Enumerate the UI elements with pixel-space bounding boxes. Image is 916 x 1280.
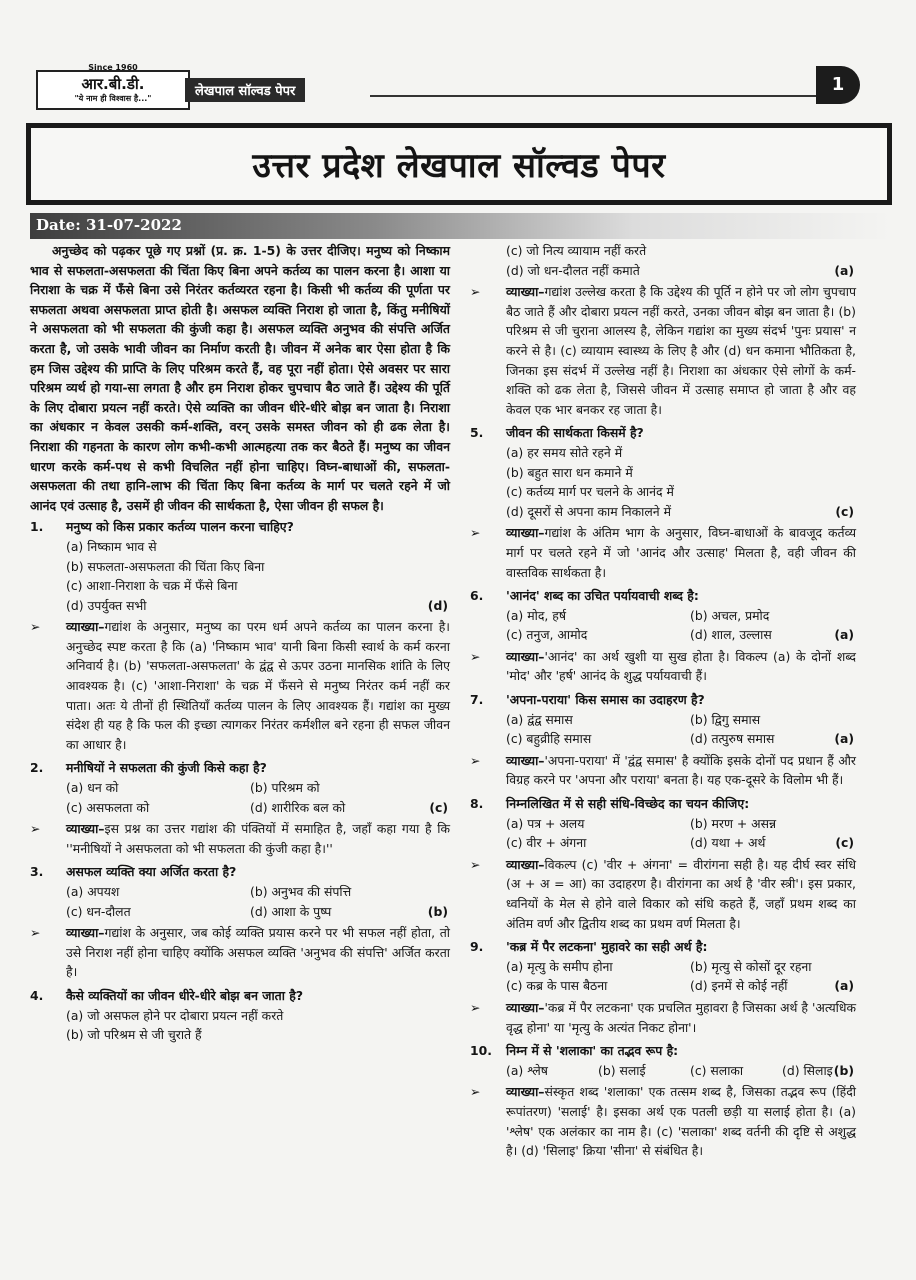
option-d: (d) आशा के पुष्प [250, 903, 332, 919]
option-b: (b) मृत्यु से कोसों दूर रहना [690, 958, 812, 974]
exam-date: Date: 31-07-2022 [36, 216, 182, 234]
option-b: (b) सलाई [598, 1062, 646, 1078]
option-row [470, 482, 856, 502]
explanation-text: 'कब्र में पैर लटकना' एक प्रचलित मुहावरा है जिसका अर्थ है 'अत्यधिक वृद्ध होना' या 'मृत्यु के अत्यंत निकट होना'। [506, 999, 856, 1035]
option-a: (a) निष्काम भाव से [66, 538, 157, 554]
option-row [30, 557, 450, 577]
explanation [470, 855, 856, 933]
explanation-label: व्याख्या– [506, 752, 545, 768]
question-text: 'कब्र में पैर लटकना' मुहावरे का सही अर्थ है: [506, 939, 708, 955]
explanation-text: गद्यांश के अंतिम भाग के अनुसार, विघ्न-बाधाओं के बावजूद कर्तव्य मार्ग पर चलते रहने में जो 'आनंद और उत्साह' मिलता है, वही जीवन की वास्तविक सार्थकता है। [506, 525, 856, 580]
option-row [30, 596, 450, 616]
option-b: (b) परिश्रम को [250, 780, 320, 796]
explanation-text: गद्यांश उल्लेख करता है कि उद्देश्य की पूर्ति न होने पर जो लोग चुपचाप बैठ जाते हैं और दोबारा प्रयत्न नहीं करते, उनका जीवन बोझ बन जाता है। (b) परिश्रम से जी चुराना आलस्य है, लेकिन गद्यांश का मुख्य संदर्भ 'पुनः प्रयास' न करने से है। (c) व्यायाम स्वास्थ्य के लिए है और (d) धन कमाना भौतिकता है, जिनका इस संदर्भ में उल्लेख नहीं है। निराशा का अंधकार ऐसे लोगों के कर्म-शक्ति को ढक लेता है, जिससे जीवन में उत्साह समाप्त हो जाता है और वह केवल एक भार बनकर रह जाता है। [506, 284, 856, 417]
explanation-label: व्याख्या– [66, 619, 105, 635]
option-c: (c) सलाका [690, 1062, 744, 1078]
logo-name: आर.बी.डी. [81, 75, 145, 93]
question-9 [470, 937, 856, 957]
explanation-label: व्याख्या– [66, 925, 105, 941]
option-row [470, 443, 856, 463]
arrow-icon: ➢ [470, 999, 481, 1015]
answer-key: (b) [833, 1062, 854, 1078]
option-c: (c) धन-दौलत [66, 903, 131, 919]
option-a: (a) पत्र + अलय [506, 815, 585, 831]
arrow-icon: ➢ [30, 821, 41, 837]
option-d: (d) जो धन-दौलत नहीं कमाते [506, 262, 640, 278]
explanation-text: 'अपना-पराया' में 'द्वंद्व समास' है क्योंकि इसके दोनों पद प्रधान हैं और विग्रह करने पर 'अपना और पराया' बनता है। यह एक-दूसरे के विलोम भी हैं। [506, 752, 856, 788]
answer-key: (c) [835, 503, 854, 519]
explanation [30, 923, 450, 982]
option-row [470, 1061, 856, 1081]
arrow-icon: ➢ [470, 284, 481, 300]
publisher-logo [36, 63, 190, 110]
option-d: (d) दूसरों से अपना काम निकालने में [506, 503, 671, 519]
page-number: 1 [816, 66, 860, 104]
option-c: (c) वीर + अंगना [506, 835, 587, 851]
option-b: (b) सफलता-असफलता की चिंता किए बिना [66, 558, 265, 574]
option-b: (b) अचल, प्रमोद [690, 607, 770, 623]
option-a: (a) धन को [66, 780, 119, 796]
explanation [470, 282, 856, 419]
question-10 [470, 1041, 856, 1061]
option-row [470, 463, 856, 483]
arrow-icon: ➢ [470, 1084, 481, 1100]
option-c: (c) बहुव्रीहि समास [506, 731, 592, 747]
question-text: मनीषियों ने सफलता की कुंजी किसे कहा है? [66, 760, 267, 776]
explanation [470, 647, 856, 686]
question-number: 5. [470, 425, 484, 441]
option-a: (a) हर समय सोते रहने में [506, 444, 623, 460]
question-number: 4. [30, 987, 44, 1003]
option-row [470, 502, 856, 522]
option-b: (b) द्विगु समास [690, 711, 761, 727]
option-a: (a) अपयश [66, 884, 120, 899]
option-row [30, 798, 450, 818]
option-row [30, 576, 450, 596]
explanation-text: 'आनंद' का अर्थ खुशी या सुख होता है। विकल्प (a) के दोनों शब्द 'मोद' और 'हर्ष' आनंद के शुद्ध पर्यायवाची हैं। [506, 648, 856, 684]
question-4 [30, 986, 450, 1006]
title-banner [26, 123, 892, 205]
question-6 [470, 586, 856, 606]
explanation [470, 523, 856, 582]
explanation-text: इस प्रश्न का उत्तर गद्यांश की पंक्तियों में समाहित है, जहाँ कहा गया है कि ''मनीषियों ने असफलता को भी सफलता की कुंजी कहा है।'' [66, 821, 450, 856]
question-8 [470, 794, 856, 814]
question-1 [30, 517, 450, 537]
question-text: निम्न में से 'शलाका' का तद्भव रूप है: [506, 1043, 679, 1059]
option-row [470, 833, 856, 853]
date-bar [30, 213, 892, 239]
page-title: उत्तर प्रदेश लेखपाल सॉल्वड पेपर [252, 146, 666, 186]
answer-key: (a) [834, 978, 854, 994]
option-d: (d) शाल, उल्लास [690, 627, 772, 643]
option-row [30, 882, 450, 902]
answer-key: (b) [427, 903, 448, 919]
option-d: (d) उपर्युक्त सभी [66, 597, 147, 613]
option-a: (a) द्वंद्व समास [506, 711, 573, 727]
explanation-text: विकल्प (c) 'वीर + अंगना' = वीरांगना सही है। यह दीर्घ स्वर संधि (अ + अ = आ) का उदाहरण है। वीरांगना का अर्थ है 'वीर स्त्री'। इस प्रकार, ध्वनियों के मेल से होने वाले विकार को संधि कहते हैं, जहाँ प्रथम शब्द का अंतिम वर्ण और द्वितीय शब्द का प्रथम वर्ण मिलता है। [506, 856, 856, 931]
question-number: 7. [470, 692, 484, 708]
arrow-icon: ➢ [470, 648, 481, 664]
option-b: (b) बहुत सारा धन कमाने में [506, 464, 633, 480]
answer-key: (a) [834, 731, 854, 747]
question-text: 'अपना-पराया' किस समास का उदाहरण है? [506, 692, 705, 708]
answer-key: (c) [835, 835, 854, 851]
explanation-label: व्याख्या– [506, 525, 545, 541]
option-row [470, 261, 856, 281]
option-row [470, 241, 856, 261]
question-2 [30, 758, 450, 778]
option-b: (b) मरण + असन्न [690, 815, 777, 831]
question-3 [30, 862, 450, 882]
option-d: (d) तत्पुरुष समास [690, 731, 775, 747]
option-c: (c) आशा-निराशा के चक्र में फँसे बिना [66, 578, 238, 594]
question-number: 6. [470, 588, 484, 604]
header-divider [370, 95, 820, 97]
explanation-label: व्याख्या– [506, 284, 545, 300]
explanation-label: व्याख्या– [66, 821, 105, 837]
arrow-icon: ➢ [30, 925, 41, 941]
explanation-label: व्याख्या– [506, 1084, 545, 1100]
explanation [30, 617, 450, 754]
option-row [30, 537, 450, 557]
option-row [470, 625, 856, 645]
arrow-icon: ➢ [30, 619, 41, 635]
option-a: (a) मृत्यु के समीप होना [506, 958, 613, 974]
option-c: (c) कर्तव्य मार्ग पर चलने के आनंद में [506, 484, 674, 500]
option-row [30, 1025, 450, 1045]
answer-key: (a) [834, 627, 854, 643]
question-text: मनुष्य को किस प्रकार कर्तव्य पालन करना चाहिए? [66, 519, 294, 535]
option-c: (c) जो नित्य व्यायाम नहीं करते [506, 243, 647, 258]
arrow-icon: ➢ [470, 525, 481, 541]
option-c: (c) तनुज, आमोद [506, 627, 588, 643]
question-number: 3. [30, 864, 44, 880]
option-row [30, 1006, 450, 1026]
explanation-label: व्याख्या– [506, 999, 545, 1015]
question-text: निम्नलिखित में से सही संधि-विच्छेद का चयन कीजिए: [506, 796, 750, 812]
question-number: 9. [470, 939, 484, 955]
option-a: (a) जो असफल होने पर दोबारा प्रयत्न नहीं करते [66, 1007, 284, 1023]
option-row [470, 976, 856, 996]
option-b: (b) अनुभव की संपत्ति [250, 884, 352, 899]
option-row [30, 902, 450, 922]
explanation-label: व्याख्या– [506, 856, 545, 872]
question-number: 8. [470, 796, 484, 812]
question-text: जीवन की सार्थकता किसमें है? [506, 425, 644, 441]
left-column [30, 241, 450, 1045]
option-row [30, 778, 450, 798]
arrow-icon: ➢ [470, 856, 481, 872]
option-d: (d) इनमें से कोई नहीं [690, 978, 788, 994]
option-d: (d) शारीरिक बल को [250, 799, 346, 815]
logo-since: Since 1960 [88, 63, 138, 72]
option-c: (c) असफलता को [66, 799, 150, 815]
option-c: (c) कब्र के पास बैठना [506, 978, 608, 994]
question-text: असफल व्यक्ति क्या अर्जित करता है? [66, 864, 237, 880]
option-d: (d) सिलाइ [782, 1062, 833, 1078]
explanation [470, 998, 856, 1037]
section-title: लेखपाल सॉल्वड पेपर [185, 78, 305, 102]
question-number: 10. [470, 1043, 492, 1059]
option-row [470, 710, 856, 730]
explanation-label: व्याख्या– [506, 648, 545, 664]
option-row [470, 606, 856, 626]
explanation-text: गद्यांश के अनुसार, मनुष्य का परम धर्म अपने कर्तव्य का पालन करना है। अनुच्छेद स्पष्ट करता है कि (a) 'निष्काम भाव' यानी बिना किसी स्वार्थ के कर्म करना अनिवार्य है। (b) 'सफलता-असफलता' के द्वंद्व से ऊपर उठना मानसिक शांति के लिए आवश्यक है। (c) 'आशा-निराशा' के चक्र में फँसने से मनुष्य निरंतर कर्म नहीं कर पाता। अतः ये तीनों ही स्थितियाँ कर्तव्य पालन के लिए आवश्यक हैं। गद्यांश का मुख्य संदेश ही यह है कि फल की इच्छा त्यागकर निरंतर कर्मशील बने रहना ही सफल जीवन का आधार है। [66, 619, 450, 752]
explanation-text: संस्कृत शब्द 'शलाका' एक तत्सम शब्द है, जिसका तद्भव रूप (हिंदी रूपांतरण) 'सलाई' है। इसका अर्थ एक पतली छड़ी या सलाई होता है। (a) 'श्लेष' एक अलंकार का नाम है। (c) 'सलाका' शब्द वर्तनी की दृष्टि से अशुद्ध है। (d) 'सिलाइ' क्रिया 'सीना' से संबंधित है। [506, 1084, 856, 1159]
option-a: (a) श्लेष [506, 1062, 548, 1078]
option-a: (a) मोद, हर्ष [506, 607, 567, 623]
passage: अनुच्छेद को पढ़कर पूछे गए प्रश्नों (प्र. क्र. 1-5) के उत्तर दीजिए। मनुष्य को निष्काम भाव से सफलता-असफलता की चिंता किए बिना अपने कर्तव्य का पालन करना है। आशा या निराशा के चक्र में फँसे बिना उसे निरंतर कर्तव्यरत रहना है। किसी भी कर्तव्य की पूर्णता पर सफलता अथवा असफलता प्राप्त होती है। असफल व्यक्ति निराश हो जाता है, किंतु मनीषियों ने असफलता को भी सफलता की कुंजी कहा है। असफल व्यक्ति अनुभव की संपत्ति अर्जित करता है, जो उसके भावी जीवन का निर्माण करती है। जीवन में अनेक बार ऐसा होता है कि हम जिस उद्देश्य की प्राप्ति के लिए परिश्रम करते हैं, वह पूरा नहीं होता। ऐसे अवसर पर सारा परिश्रम व्यर्थ हो गया-सा लगता है और हम निराश होकर चुपचाप बैठ जाते हैं। उद्देश्य की पूर्ति के लिए दोबारा प्रयत्न नहीं करते। ऐसे व्यक्ति का जीवन धीरे-धीरे बोझ बन जाता है। निराशा का अंधकार न केवल उसकी कर्म-शक्ति, वरन् उसके समस्त जीवन को ही ढक लेता है। निराशा की गहनता के कारण लोग कभी-कभी आत्महत्या तक कर बैठते हैं। मनुष्य का जीवन धारण करके कर्म-पथ से कभी विचलित नहीं होना चाहिए। विघ्न-बाधाओं की, सफलता-असफलता की तथा हानि-लाभ की चिंता किए बिना कर्तव्य के मार्ग पर चलते रहने में जो आनंद एवं उत्साह है, उसमें ही जीवन की सार्थकता है, ऐसा जीवन ही सफल है। [30, 243, 450, 513]
page-header [30, 62, 890, 110]
explanation [30, 819, 450, 858]
question-text: कैसे व्यक्तियों का जीवन धीरे-धीरे बोझ बन जाता है? [66, 987, 304, 1003]
question-5 [470, 423, 856, 443]
explanation [470, 751, 856, 790]
option-row [470, 729, 856, 749]
question-number: 2. [30, 760, 44, 776]
logo-tagline: "ये नाम ही विश्वास है..." [74, 94, 152, 103]
explanation [470, 1082, 856, 1160]
option-row [470, 957, 856, 977]
explanation-text: गद्यांश के अनुसार, जब कोई व्यक्ति प्रयास करने पर भी सफल नहीं होता, तो उसे निराश नहीं होना चाहिए क्योंकि असफल व्यक्ति 'अनुभव की संपत्ति' अर्जित करता है। [66, 925, 450, 980]
right-column [470, 241, 856, 1165]
answer-key: (c) [429, 799, 448, 815]
option-row [470, 814, 856, 834]
option-b: (b) जो परिश्रम से जी चुराते हैं [66, 1027, 202, 1043]
answer-key: (a) [834, 262, 854, 278]
answer-key: (d) [427, 597, 448, 613]
arrow-icon: ➢ [470, 752, 481, 768]
question-7 [470, 690, 856, 710]
question-text: 'आनंद' शब्द का उचित पर्यायवाची शब्द है: [506, 588, 699, 604]
option-d: (d) यथा + अर्थ [690, 835, 766, 851]
question-number: 1. [30, 519, 44, 535]
